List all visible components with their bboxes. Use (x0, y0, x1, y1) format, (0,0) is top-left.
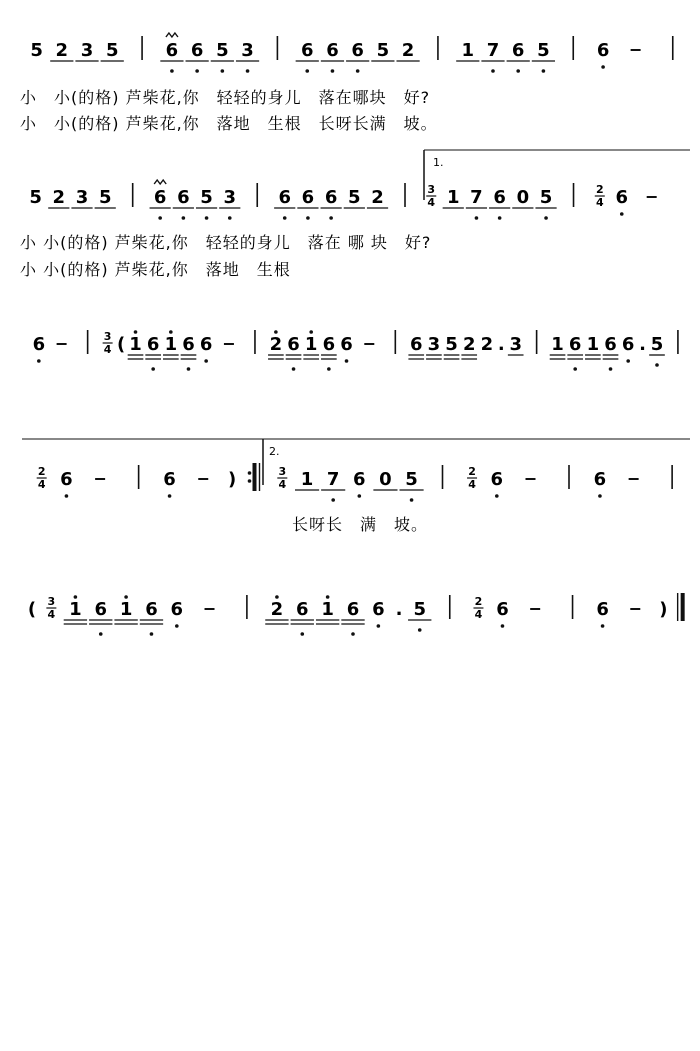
note-row3-n-25: 3 (509, 334, 522, 355)
note-row3-n-8: 6 (182, 334, 195, 355)
octave-dot-row1-n-21 (601, 65, 605, 69)
symbol-row3-sym-4: ( (116, 334, 126, 355)
note-row1-n-17: 7 (486, 40, 500, 61)
note-row1-n-14: 2 (401, 40, 415, 61)
octave-dot-row4-n-13 (410, 498, 414, 502)
time-signature-top-row4-ts-0: 2 (37, 465, 46, 478)
note-row1-n-0: 5 (30, 40, 43, 61)
octave-dot-row3-n-28 (573, 367, 577, 371)
octave-dot-row5-n-15 (418, 628, 422, 632)
note-row4-n-10: 7 (326, 469, 340, 490)
staff-row-4 (37, 463, 672, 502)
note-row3-n-14: 1 (304, 334, 318, 355)
note-row2-n-0: 5 (29, 187, 42, 208)
volta-2-label: 2. (269, 445, 280, 458)
octave-dot-row2-n-12 (329, 216, 333, 220)
octave-dot-row3-n-16 (345, 359, 349, 363)
note-row3-n-22: 2 (462, 334, 476, 355)
ornament-mordent-row1-n-5 (166, 33, 178, 37)
octave-dot-row2-n-5 (158, 216, 162, 220)
staff-row-1 (30, 33, 672, 73)
time-signature-bottom-row4-ts-15: 4 (468, 478, 476, 491)
lyrics-row4: 长呀长 满 坡。 (292, 515, 429, 534)
note-row4-n-16: 6 (490, 469, 504, 490)
lyrics-row2-verse1: 小 小(的格) 芦柴花,你 轻轻的身儿 落在 哪 块 好? (20, 233, 432, 252)
note-row5-n-9: 2 (270, 599, 284, 620)
note-row4-n-1: 6 (60, 469, 73, 490)
note-row4-n-9: 1 (300, 469, 314, 490)
octave-dot-row3-n-31 (626, 359, 630, 363)
note-row5-n-4: 1 (119, 599, 133, 620)
octave-dot-row1-n-8 (246, 69, 250, 73)
octave-dot-row5-n-9 (275, 595, 279, 599)
octave-dot-row3-n-5 (134, 330, 138, 334)
symbol-row4-sym-6: ) (228, 469, 237, 490)
octave-dot-row3-n-33 (655, 363, 659, 367)
note-row4-n-4: 6 (163, 469, 176, 490)
ornament-mordent-row2-n-5 (154, 180, 166, 184)
note-row4-n-11: 6 (353, 469, 366, 490)
note-row2-n-21: 5 (539, 187, 553, 208)
note-row1-n-7: 5 (216, 40, 229, 61)
note-row4-n-13: 5 (405, 469, 418, 490)
lyrics-row1-verse2: 小 小(的格) 芦柴花,你 落地 生根 长呀长满 坡。 (20, 114, 438, 133)
octave-dot-row5-n-4 (124, 595, 128, 599)
octave-dot-row5-n-3 (99, 632, 103, 636)
time-signature-top-row2-ts-23: 2 (595, 183, 604, 196)
note-row1-n-3: 5 (105, 40, 119, 61)
note-row3-n-12: 2 (269, 334, 283, 355)
note-row1-n-21: 6 (596, 40, 610, 61)
note-row3-n-31: 6 (621, 334, 635, 355)
note-row2-n-24: 6 (615, 187, 629, 208)
octave-dot-row3-n-30 (609, 367, 613, 371)
octave-dot-row4-n-19 (598, 494, 602, 498)
octave-dot-row2-n-7 (205, 216, 209, 220)
note-row1-n-11: 6 (326, 40, 339, 61)
time-signature-top-row5-ts-17: 2 (474, 595, 483, 608)
note-row1-n-12: 6 (351, 40, 364, 61)
note-row2-n-14: 2 (371, 187, 384, 208)
note-row2-n-8: 3 (223, 187, 237, 208)
symbol-row3-sym-24: . (497, 334, 505, 355)
repeat-dot-lower (248, 479, 252, 483)
note-row2-n-13: 5 (348, 187, 361, 208)
note-row3-n-13: 6 (287, 334, 300, 355)
time-signature-top-row4-ts-15: 2 (468, 465, 476, 478)
octave-dot-row2-n-18 (475, 216, 479, 220)
octave-dot-row3-n-15 (327, 367, 331, 371)
note-row5-n-2: 1 (69, 599, 82, 620)
note-row5-n-13: 6 (372, 599, 385, 620)
octave-dot-row5-n-2 (74, 595, 78, 599)
octave-dot-row3-n-13 (292, 367, 296, 371)
octave-dot-row2-n-24 (620, 212, 624, 216)
octave-dot-row1-n-19 (542, 69, 546, 73)
time-signature-bottom-row5-ts-1: 4 (47, 608, 56, 621)
octave-dot-row1-n-6 (195, 69, 199, 73)
note-row2-n-11: 6 (301, 187, 315, 208)
note-row5-n-10: 6 (296, 599, 309, 620)
octave-dot-row3-n-0 (37, 359, 41, 363)
octave-dot-row1-n-18 (516, 69, 520, 73)
note-row3-n-7: 1 (164, 334, 178, 355)
note-row5-n-21: 6 (596, 599, 609, 620)
octave-dot-row1-n-10 (305, 69, 309, 73)
octave-dot-row2-n-11 (306, 216, 310, 220)
repeat-dot-upper (248, 471, 252, 475)
note-row2-n-7: 5 (200, 187, 213, 208)
octave-dot-row1-n-11 (331, 69, 335, 73)
octave-dot-row1-n-12 (356, 69, 360, 73)
note-row3-n-20: 3 (427, 334, 441, 355)
note-row1-n-19: 5 (537, 40, 550, 61)
note-row3-n-16: 6 (340, 334, 353, 355)
octave-dot-row5-n-12 (351, 632, 355, 636)
time-signature-bottom-row3-ts-3: 4 (103, 343, 112, 356)
note-row2-n-10: 6 (278, 187, 291, 208)
octave-dot-row2-n-21 (544, 216, 548, 220)
octave-dot-row5-n-6 (175, 624, 179, 628)
note-row3-n-6: 6 (146, 334, 160, 355)
octave-dot-row3-n-12 (274, 330, 278, 334)
symbol-row5-sym-14: . (395, 599, 403, 620)
note-row1-n-8: 3 (241, 40, 254, 61)
time-signature-bottom-row5-ts-17: 4 (474, 608, 483, 621)
note-row3-n-23: 2 (480, 334, 494, 355)
time-signature-bottom-row2-ts-23: 4 (595, 196, 604, 209)
octave-dot-row5-n-11 (326, 595, 330, 599)
note-row3-n-0: 6 (32, 334, 46, 355)
note-row2-n-20: 0 (516, 187, 530, 208)
time-signature-top-row3-ts-3: 3 (103, 330, 112, 343)
note-row2-n-2: 3 (75, 187, 89, 208)
octave-dot-row5-n-13 (377, 624, 381, 628)
note-row5-n-11: 1 (321, 599, 334, 620)
volta-first-ending (424, 150, 690, 200)
time-signature-top-row2-ts-16: 3 (427, 183, 436, 196)
volta-1-label: 1. (433, 156, 444, 169)
octave-dot-row4-n-16 (495, 494, 499, 498)
octave-dot-row4-n-11 (358, 494, 362, 498)
note-row2-n-12: 6 (324, 187, 338, 208)
note-row1-n-18: 6 (511, 40, 525, 61)
note-row2-n-19: 6 (493, 187, 506, 208)
octave-dot-row3-n-6 (151, 367, 155, 371)
note-row3-n-30: 6 (604, 334, 617, 355)
lyrics-row1-verse1: 小 小(的格) 芦柴花,你 轻轻的身儿 落在哪块 好? (20, 88, 431, 107)
staff-row-5 (28, 593, 683, 636)
symbol-row5-sym-0: ( (27, 599, 37, 620)
note-row1-n-13: 5 (376, 40, 390, 61)
octave-dot-row5-n-18 (501, 624, 505, 628)
octave-dot-row4-n-1 (65, 494, 69, 498)
lyrics-row2-verse2: 小 小(的格) 芦柴花,你 落地 生根 (20, 260, 291, 279)
octave-dot-row3-n-8 (187, 367, 191, 371)
note-row2-n-1: 2 (52, 187, 66, 208)
note-row3-n-5: 1 (129, 334, 142, 355)
note-row5-n-15: 5 (413, 599, 426, 620)
octave-dot-row1-n-17 (491, 69, 495, 73)
note-row4-n-19: 6 (593, 469, 607, 490)
octave-dot-row2-n-8 (228, 216, 232, 220)
note-row1-n-2: 3 (80, 40, 94, 61)
symbol-row5-sym-23: ) (659, 599, 668, 620)
time-signature-bottom-row4-ts-0: 4 (37, 478, 46, 491)
note-row3-n-9: 6 (199, 334, 213, 355)
note-row1-n-16: 1 (461, 40, 475, 61)
note-row1-n-1: 2 (55, 40, 69, 61)
note-row2-n-3: 5 (98, 187, 112, 208)
note-row2-n-18: 7 (470, 187, 483, 208)
octave-dot-row5-n-5 (150, 632, 154, 636)
note-row5-n-3: 6 (94, 599, 108, 620)
symbol-row3-sym-32: . (639, 334, 647, 355)
time-signature-bottom-row2-ts-16: 4 (427, 196, 436, 209)
octave-dot-row2-n-19 (498, 216, 502, 220)
note-row2-n-5: 6 (153, 187, 167, 208)
note-row5-n-5: 6 (145, 599, 158, 620)
note-row4-n-12: 0 (379, 469, 392, 490)
note-row1-n-6: 6 (190, 40, 204, 61)
note-row2-n-6: 6 (177, 187, 190, 208)
note-row3-n-21: 5 (445, 334, 458, 355)
octave-dot-row2-n-6 (182, 216, 186, 220)
note-row3-n-33: 5 (650, 334, 664, 355)
staff-row-3 (33, 330, 678, 371)
note-row3-n-15: 6 (322, 334, 336, 355)
octave-dot-row3-n-9 (204, 359, 208, 363)
octave-dot-row1-n-7 (221, 69, 225, 73)
octave-dot-row5-n-21 (601, 624, 605, 628)
octave-dot-row4-n-10 (331, 498, 335, 502)
octave-dot-row5-n-10 (300, 632, 304, 636)
time-signature-top-row4-ts-8: 3 (278, 465, 287, 478)
time-signature-top-row5-ts-1: 3 (47, 595, 56, 608)
note-row5-n-12: 6 (346, 599, 360, 620)
note-row3-n-28: 6 (568, 334, 582, 355)
note-row1-n-5: 6 (165, 40, 179, 61)
time-signature-bottom-row4-ts-8: 4 (278, 478, 287, 491)
note-row3-n-27: 1 (551, 334, 564, 355)
octave-dot-row3-n-7 (169, 330, 173, 334)
octave-dot-row4-n-4 (168, 494, 172, 498)
note-row1-n-10: 6 (300, 40, 314, 61)
octave-dot-row2-n-10 (283, 216, 287, 220)
octave-dot-row3-n-14 (309, 330, 313, 334)
note-row5-n-6: 6 (170, 599, 184, 620)
note-row3-n-29: 1 (586, 334, 600, 355)
note-row5-n-18: 6 (496, 599, 509, 620)
note-row2-n-17: 1 (446, 187, 460, 208)
note-row3-n-19: 6 (409, 334, 423, 355)
octave-dot-row1-n-5 (170, 69, 174, 73)
staff-row-2 (29, 180, 656, 220)
